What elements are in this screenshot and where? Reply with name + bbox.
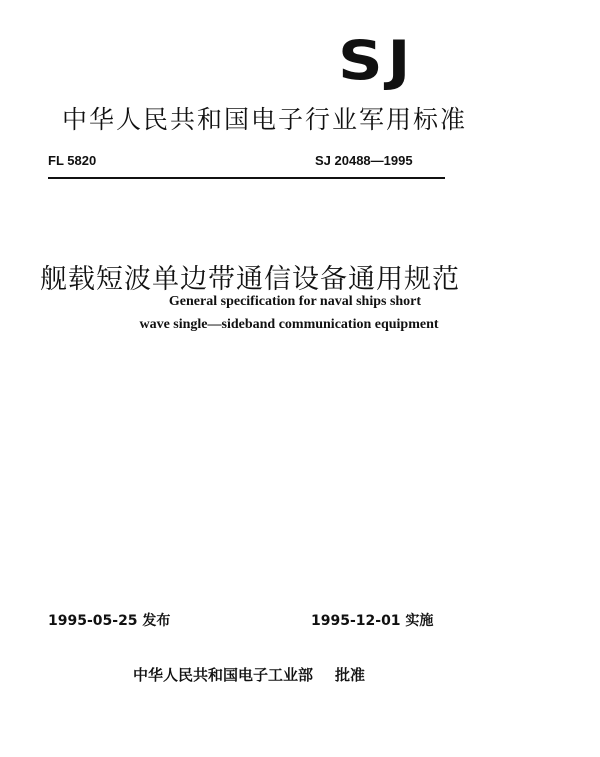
approve-word: 批准 bbox=[335, 666, 366, 684]
implementation-date: 1995-12-01 实施 bbox=[311, 613, 434, 629]
sj-logo: SJ bbox=[338, 29, 416, 92]
approving-authority bbox=[133, 664, 365, 685]
title-english-line-1-text: General specification for naval ships short bbox=[168, 294, 422, 309]
approver-name: 中华人民共和国电子工业部 bbox=[133, 666, 314, 684]
standard-number: SJ 20488—1995 bbox=[315, 153, 413, 168]
issue-date: 1995-05-25 发布 bbox=[48, 613, 171, 629]
document-title-english-line-1 bbox=[0, 294, 600, 310]
classification-code: FL 5820 bbox=[48, 153, 97, 168]
document-title-chinese: 舰载短波单边带通信设备通用规范 bbox=[40, 264, 460, 295]
document-title-english-line-2 bbox=[0, 317, 600, 333]
header-divider bbox=[48, 177, 445, 179]
title-english-line-2-text: wave single—sideband communication equipment bbox=[139, 317, 439, 332]
standard-series-title: 中华人民共和国电子行业军用标准 bbox=[62, 105, 468, 134]
